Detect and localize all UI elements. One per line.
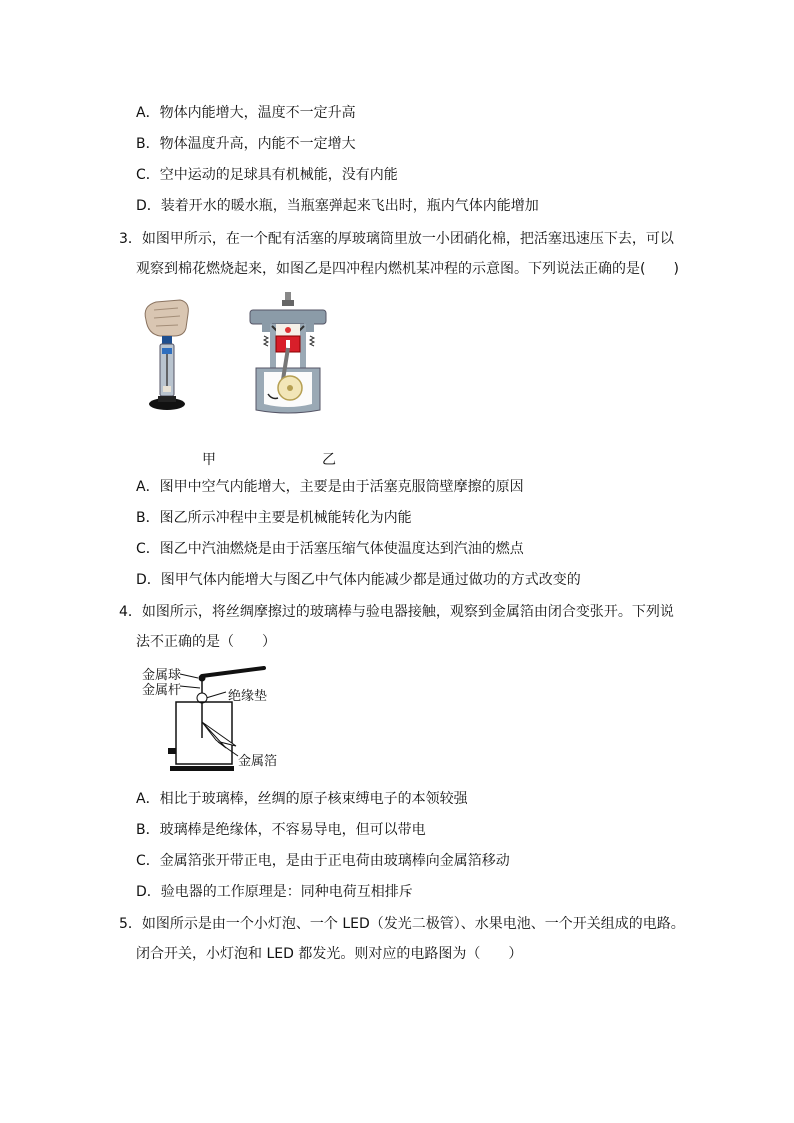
q2-option-c: C．空中运动的足球具有机械能，没有内能 — [136, 167, 398, 183]
figure-jia-glass-tube — [138, 298, 208, 418]
q4-option-c: C．金属箔张开带正电，是由于正电荷由玻璃棒向金属箔移动 — [136, 853, 510, 869]
label-insulating-pad: 绝缘垫 — [228, 689, 268, 704]
label-metal-rod: 金属杆 — [142, 683, 182, 698]
q2-option-a: A．物体内能增大，温度不一定升高 — [136, 105, 356, 121]
q4-option-d: D．验电器的工作原理是：同种电荷互相排斥 — [136, 884, 413, 900]
figure-yi-engine-diagram — [242, 290, 334, 418]
q3-option-d: D．图甲气体内能增大与图乙中气体内能减少都是通过做功的方式改变的 — [136, 572, 581, 588]
caption-jia: 甲 — [202, 452, 216, 468]
q3-stem-line1: 3．如图甲所示，在一个配有活塞的厚玻璃筒里放一小团硝化棉，把活塞迅速压下去，可以 — [119, 231, 674, 247]
q2-option-b: B．物体温度升高，内能不一定增大 — [136, 136, 356, 152]
q3-option-a: A．图甲中空气内能增大，主要是由于活塞克服筒壁摩擦的原因 — [136, 479, 524, 495]
label-metal-foil: 金属箔 — [238, 754, 278, 769]
q3-option-b: B．图乙所示冲程中主要是机械能转化为内能 — [136, 510, 412, 526]
q5-stem-line2: 闭合开关，小灯泡和 LED 都发光。则对应的电路图为（ ） — [136, 946, 523, 962]
caption-yi: 乙 — [322, 452, 336, 468]
label-metal-ball: 金属球 — [142, 668, 182, 683]
q4-option-a: A．相比于玻璃棒，丝绸的原子核束缚电子的本领较强 — [136, 791, 468, 807]
q5-stem-line1: 5．如图所示是由一个小灯泡、一个 LED（发光二极管）、水果电池、一个开关组成的电路。 — [119, 916, 685, 932]
q2-option-d: D．装着开水的暖水瓶，当瓶塞弹起来飞出时，瓶内气体内能增加 — [136, 198, 539, 214]
q3-stem-line2: 观察到棉花燃烧起来，如图乙是四冲程内燃机某冲程的示意图。下列说法正确的是( ) — [136, 261, 679, 277]
q3-option-c: C．图乙中汽油燃烧是由于活塞压缩气体使温度达到汽油的燃点 — [136, 541, 524, 557]
q4-option-b: B．玻璃棒是绝缘体，不容易导电，但可以带电 — [136, 822, 426, 838]
q4-stem-line1: 4．如图所示，将丝绸摩擦过的玻璃棒与验电器接触，观察到金属箔由闭合变张开。下列说 — [119, 604, 674, 620]
q4-stem-line2: 法不正确的是（ ） — [136, 634, 276, 650]
